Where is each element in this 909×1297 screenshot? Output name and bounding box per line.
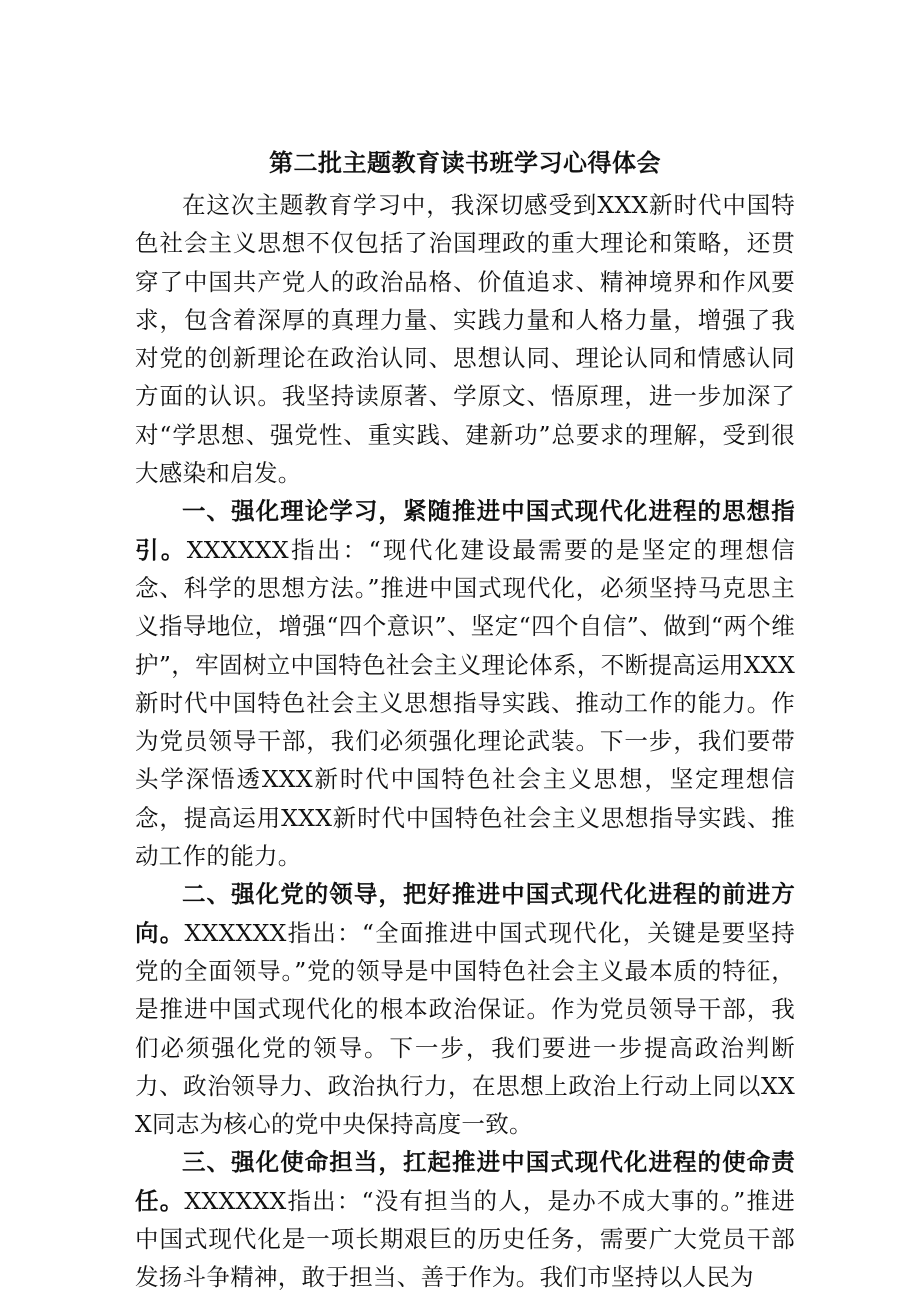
intro-paragraph: 在这次主题教育学习中，我深切感受到XXX新时代中国特色社会主义思想不仅包括了治国理政的重大理论和策略，还贯穿了中国共产党人的政治品格、价值追求、精神境界和作风要求，包含着深厚的真理力量、实践力量和人格力量，增强了我对党的创新理论在政治认同、思想认同、理论认同和情感认同方面的认识。我坚持读原著、学原文、悟原理，进一步加深了对“学思想、强党性、重实践、建新功”总要求的理解，受到很大感染和启发。 <box>135 191 795 488</box>
section-heading-1: 一、强化理论学习，紧随推进中国式现代化进程的思想指引。 <box>135 497 795 564</box>
section-body-1: XXXXXX指出：“现代化建设最需要的是坚定的理想信念、科学的思想方法。”推进中国式现代化，必须坚持马克思主义指导地位，增强“四个意识”、坚定“四个自信”、做到“两个维护”，牢固树立中国特色社会主义理论体系，不断提高运用XXX新时代中国特色社会主义思想指导实践、推动工作的能力。作为党员领导干部，我们必须强化理论武装。下一步，我们要带头学深悟透XXX新时代中国特色社会主义思想，坚定理想信念，提高运用XXX新时代中国特色社会主义思想指导实践、推动工作的能力。 <box>135 535 795 871</box>
section-paragraph-1 <box>135 492 795 875</box>
document-body <box>135 140 795 1297</box>
document-title: 第二批主题教育读书班学习心得体会 <box>269 148 661 177</box>
section-body-2: XXXXXX指出：“全面推进中国式现代化，关键是要坚持党的全面领导。”党的领导是中国特色社会主义最本质的特征，是推进中国式现代化的根本政治保证。作为党员领导干部，我们必须强化党的领导。下一步，我们要进一步提高政治判断力、政治领导力、政治执行力，在思想上政治上行动上同以XXX同志为核心的党中央保持高度一致。 <box>135 918 795 1139</box>
section-heading-3: 三、强化使命担当，扛起推进中国式现代化进程的使命责任。 <box>135 1148 795 1215</box>
section-heading-2: 二、强化党的领导，把好推进中国式现代化进程的前进方向。 <box>135 880 795 947</box>
section-body-3: XXXXXX指出：“没有担当的人，是办不成大事的。”推进中国式现代化是一项长期艰巨的历史任务，需要广大党员干部发扬斗争精神，敢于担当、善于作为。我们市坚持以人民为 <box>135 1186 795 1292</box>
section-paragraph-3 <box>135 1143 795 1296</box>
section-paragraph-2 <box>135 875 795 1143</box>
